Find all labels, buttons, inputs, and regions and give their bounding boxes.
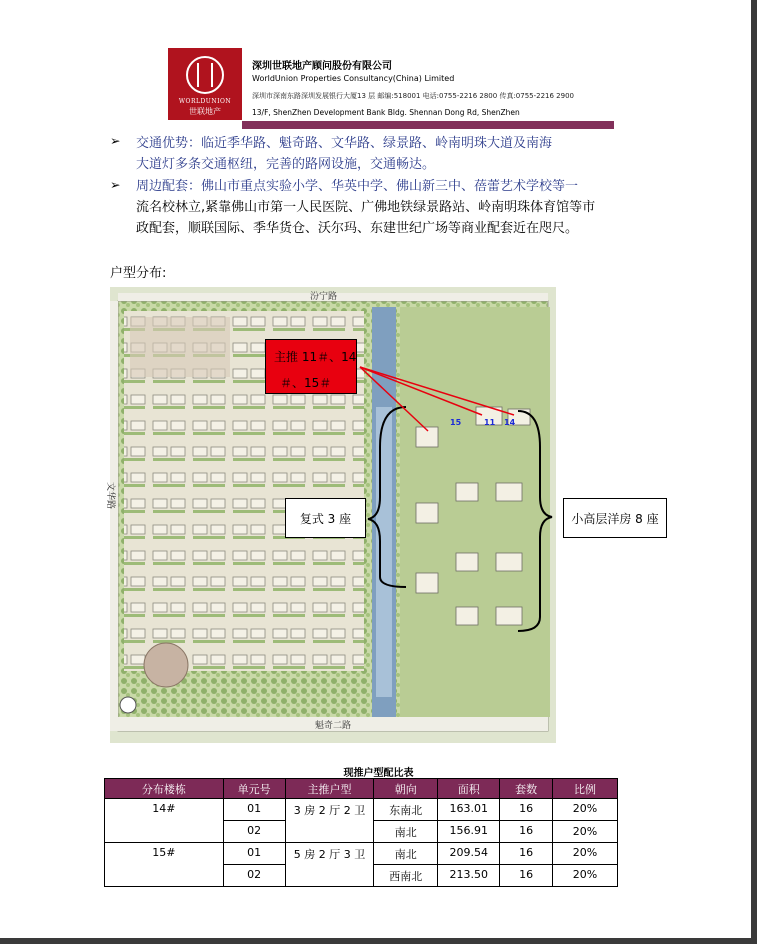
logo-cn-text: 世联地产 xyxy=(189,107,221,116)
cell-orientation: 南北 xyxy=(374,821,438,843)
cell-layout: 5 房 2 厅 3 卫 xyxy=(285,843,374,887)
cell-ratio: 20% xyxy=(553,843,618,865)
building-label-11: 11 xyxy=(484,418,496,427)
cell-orientation: 南北 xyxy=(374,843,438,865)
table-row xyxy=(105,799,618,821)
building-label-15: 15 xyxy=(450,418,462,427)
bullet-marker: ➢ xyxy=(110,177,121,192)
cell-ratio: 20% xyxy=(553,799,618,821)
cell-unit: 02 xyxy=(223,865,285,887)
col-header-building: 分布楼栋 xyxy=(105,779,224,799)
cell-area: 213.50 xyxy=(438,865,500,887)
cell-ratio: 20% xyxy=(553,865,618,887)
col-header-area: 面积 xyxy=(438,779,500,799)
callout-duplex: 复式 3 座 xyxy=(285,498,366,538)
bullet-facilities-line-1: 周边配套：佛山市重点实验小学、华英中学、佛山新三中、蓓蕾艺术学校等一 xyxy=(136,179,579,194)
company-address-en: 13/F, ShenZhen Development Bank Bldg. Shennan Dong Rd, ShenZhen xyxy=(252,108,520,117)
road-label-top: 汾宁路 xyxy=(310,292,338,302)
cell-count: 16 xyxy=(500,865,553,887)
table-header-row xyxy=(105,779,618,799)
road-label-bottom: 魁奇二路 xyxy=(315,721,352,731)
building-label-14: 14 xyxy=(504,418,516,427)
cell-count: 16 xyxy=(500,843,553,865)
logo-emblem-icon xyxy=(186,56,224,94)
page-edge-shadow-bottom xyxy=(0,938,757,944)
cell-orientation: 东南北 xyxy=(374,799,438,821)
unit-ratio-table xyxy=(104,778,618,887)
road-label-left: 文华路 xyxy=(105,482,115,510)
cell-building: 15# xyxy=(105,843,224,887)
company-logo xyxy=(168,48,242,120)
company-address-cn: 深圳市深南东路深圳发展银行大厦13 层 邮编:518001 电话:0755-2216 2800 传真:0755-2216 2900 xyxy=(252,92,574,100)
company-name-en: WorldUnion Properties Consultancy(China) Limited xyxy=(252,74,455,83)
cell-unit: 01 xyxy=(223,843,285,865)
cell-area: 156.91 xyxy=(438,821,500,843)
bullet-facilities-line-2: 流名校林立,紧靠佛山市第一人民医院、广佛地铁绿景路站、岭南明珠体育馆等市 xyxy=(136,200,596,215)
cell-area: 209.54 xyxy=(438,843,500,865)
callout-featured-line-2: ＃、15＃ xyxy=(280,376,332,390)
cell-unit: 02 xyxy=(223,821,285,843)
logo-en-text: WORLDUNION xyxy=(178,98,232,105)
cell-ratio: 20% xyxy=(553,821,618,843)
bullet-traffic-line-2: 大道灯多条交通枢纽，完善的路网设施，交通畅达。 xyxy=(136,157,436,172)
table-title: 现推户型配比表 xyxy=(343,768,414,779)
col-header-layout: 主推户型 xyxy=(285,779,374,799)
col-header-unit: 单元号 xyxy=(223,779,285,799)
bullet-facilities-line-3: 政配套，顺联国际、季华货仓、沃尔玛、东建世纪广场等商业配套近在咫尺。 xyxy=(136,221,579,236)
page-edge-shadow-right xyxy=(751,0,757,944)
cell-count: 16 xyxy=(500,799,553,821)
callout-featured-buildings xyxy=(265,339,357,394)
cell-area: 163.01 xyxy=(438,799,500,821)
cell-orientation: 西南北 xyxy=(374,865,438,887)
cell-layout: 3 房 2 厅 2 卫 xyxy=(285,799,374,843)
table-row xyxy=(105,843,618,865)
bullet-marker: ➢ xyxy=(110,133,121,148)
header-divider xyxy=(242,121,614,129)
cell-count: 16 xyxy=(500,821,553,843)
col-header-orientation: 朝向 xyxy=(374,779,438,799)
col-header-count: 套数 xyxy=(500,779,553,799)
cell-unit: 01 xyxy=(223,799,285,821)
callout-midrise-villas: 小高层洋房 8 座 xyxy=(563,498,667,538)
section-title-unit-distribution: 户型分布: xyxy=(110,266,167,281)
company-name-cn: 深圳世联地产顾问股份有限公司 xyxy=(252,61,392,72)
bullet-traffic-line-1: 交通优势：临近季华路、魁奇路、文华路、绿景路、岭南明珠大道及南海 xyxy=(136,136,553,151)
cell-building: 14# xyxy=(105,799,224,843)
callout-featured-line-1: 主推 11＃、14 xyxy=(274,350,357,364)
col-header-ratio: 比例 xyxy=(553,779,618,799)
